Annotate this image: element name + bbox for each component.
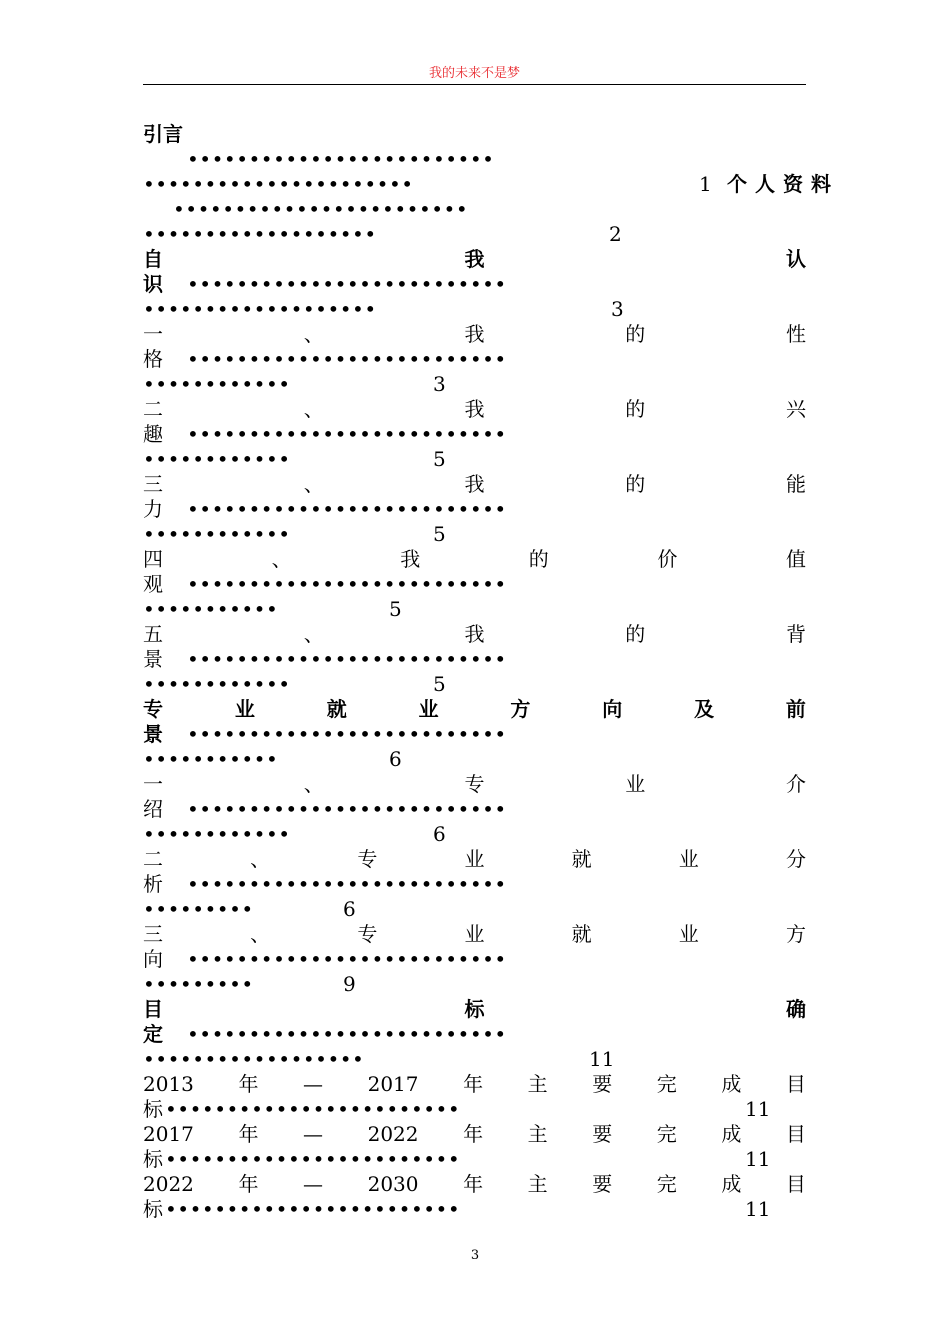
toc-title-char: 定 <box>143 1022 163 1046</box>
toc-leader-row <box>143 297 806 322</box>
toc-title-char: 前 <box>785 697 806 721</box>
toc-title-char: 景 <box>143 647 163 671</box>
toc-dot-leader: •••••••••••• <box>143 522 291 546</box>
page-number: 3 <box>470 1248 480 1263</box>
toc-title-char: 业 <box>234 697 255 721</box>
toc-dot-leader: •••••••••••••••••••••••••• <box>187 647 507 671</box>
toc-title-char: 、 <box>303 772 324 796</box>
toc-dot-leader: •••••••••••••••••••••••• <box>165 1197 461 1221</box>
toc-title-char: 目 <box>785 1072 806 1096</box>
toc-page-employment-analysis: 6 <box>343 897 356 921</box>
toc-title-char: 方 <box>510 697 531 721</box>
toc-page-profile: 2 <box>609 222 622 246</box>
toc-title-char: 标 <box>143 1097 163 1121</box>
toc-leader-row <box>143 497 806 522</box>
toc-leader-row <box>143 572 806 597</box>
toc-title-char: 业 <box>625 772 646 796</box>
toc-title-char: 观 <box>143 572 163 596</box>
toc-title-employment-analysis <box>143 847 806 872</box>
toc-title-char: 主 <box>527 1072 548 1096</box>
page-header <box>143 62 806 85</box>
toc-title-char: 能 <box>786 472 806 496</box>
toc-dot-leader: •••••••••••••••••••••••••• <box>187 797 507 821</box>
toc-title-char: 一 <box>143 772 163 796</box>
toc-title-char: 年 <box>463 1072 484 1096</box>
toc-leader-row <box>143 422 806 447</box>
toc-leader-row <box>143 972 806 997</box>
toc-title-char: 就 <box>571 847 592 871</box>
toc-title-profile: 个人资料 <box>727 172 839 196</box>
toc-dot-leader: •••••••••••••••••••••••• <box>173 197 469 221</box>
toc-title-char: 及 <box>694 697 715 721</box>
toc-dot-leader: •••••••••••••••••••••••••• <box>187 422 507 446</box>
toc-title-char: 业 <box>678 922 699 946</box>
toc-title-char: 价 <box>657 547 678 571</box>
header-title: 我的未来不是梦 <box>428 66 520 81</box>
toc-title-char: 标 <box>464 997 485 1021</box>
toc-leader-row <box>143 822 806 847</box>
toc-title-goals-2022-2030 <box>143 1172 806 1197</box>
toc-title-char: 就 <box>571 922 592 946</box>
toc-title-char: 方 <box>785 922 806 946</box>
toc-leader-row <box>143 222 806 247</box>
toc-title-major-intro <box>143 772 806 797</box>
toc-title-char: 业 <box>464 922 485 946</box>
toc-title-char: 2030 <box>367 1172 419 1196</box>
toc-title-char: 我 <box>464 472 485 496</box>
toc-title-char: 、 <box>250 922 271 946</box>
toc-entry-background[interactable] <box>143 622 806 647</box>
toc-dot-leader: •••••••••••••••••••••••••• <box>187 572 507 596</box>
toc-leader-row <box>143 172 839 197</box>
toc-title-char: 2017 <box>367 1072 419 1096</box>
toc-title-char: 2022 <box>367 1122 419 1146</box>
toc-title-char: 、 <box>250 847 271 871</box>
toc-dot-leader: •••••••••••• <box>143 822 291 846</box>
toc-entry-self-knowledge[interactable] <box>143 247 806 272</box>
toc-leader-row <box>143 272 806 297</box>
toc-title-personality <box>143 322 806 347</box>
toc-page-interests: 5 <box>433 447 446 471</box>
toc-entry-goals-2013-2017[interactable] <box>143 1072 806 1097</box>
toc-title-char: 我 <box>400 547 421 571</box>
toc-title-char: 认 <box>786 247 806 271</box>
toc-dot-leader: •••••••••••••••••••••••••• <box>187 872 507 896</box>
toc-title-background <box>143 622 806 647</box>
toc-title-char: 、 <box>303 472 324 496</box>
toc-page-goals-2022-2030: 11 <box>745 1197 771 1221</box>
toc-title-char: 我 <box>464 247 485 271</box>
toc-dot-leader: •••••••••••••••••••••••• <box>165 1097 461 1121</box>
toc-leader-row <box>143 597 806 622</box>
toc-title-major-prospects <box>143 697 806 722</box>
toc-title-char: 的 <box>528 547 549 571</box>
toc-page-employment-direction: 9 <box>343 972 356 996</box>
toc-title-char: 年 <box>463 1122 484 1146</box>
toc-title-char: 的 <box>625 397 646 421</box>
toc-title-char: 完 <box>656 1072 677 1096</box>
toc-entry-major-prospects[interactable] <box>143 697 806 722</box>
toc-title-char: 绍 <box>143 797 163 821</box>
toc-dot-leader: •••••••••••• <box>143 447 291 471</box>
toc-title-char: — <box>303 1122 324 1146</box>
toc-dot-leader: •••••••••••••••••••••••••• <box>187 497 507 521</box>
toc-page-goals-2013-2017: 11 <box>745 1097 771 1121</box>
toc-title-char: 背 <box>786 622 806 646</box>
toc-title-char: 我 <box>464 397 485 421</box>
toc-leader-row <box>143 872 806 897</box>
toc-entry-profile[interactable] <box>727 172 839 197</box>
toc-title-char: 就 <box>326 697 347 721</box>
toc-title-char: 自 <box>143 247 163 271</box>
toc-title-char: 景 <box>143 722 163 746</box>
toc-title-char: 析 <box>143 872 163 896</box>
toc-dot-leader: •••••••••••••••••••••• <box>143 172 414 196</box>
toc-entry-interests[interactable] <box>143 397 806 422</box>
toc-title-char: 一 <box>143 322 163 346</box>
toc-dot-leader: ••••••••••••••••••• <box>143 222 377 246</box>
toc-leader-row <box>143 1197 806 1222</box>
toc-dot-leader: •••••••••••••••••• <box>143 1047 365 1071</box>
toc-title-intro: 引言 <box>143 122 183 146</box>
toc-page-background: 5 <box>433 672 446 696</box>
toc-title-char: 四 <box>143 547 163 571</box>
toc-leader-row <box>143 897 806 922</box>
toc-title-char: — <box>303 1072 324 1096</box>
toc-title-char: 目 <box>143 997 163 1021</box>
toc-title-char: 主 <box>527 1172 548 1196</box>
toc-title-char: 2013 <box>143 1072 194 1096</box>
toc-title-char: 格 <box>143 347 163 371</box>
toc-page-major-intro: 6 <box>433 822 446 846</box>
toc-title-char: 值 <box>785 547 806 571</box>
toc-title-char: 目 <box>785 1172 806 1196</box>
toc-title-char: 五 <box>143 622 163 646</box>
toc-leader-row <box>143 447 806 472</box>
toc-dot-leader: ••••••••• <box>143 972 254 996</box>
toc-dot-leader: •••••••••••• <box>143 372 291 396</box>
toc-title-char: 、 <box>303 622 324 646</box>
toc-title-char: — <box>303 1172 324 1196</box>
toc-title-char: 力 <box>143 497 163 521</box>
toc-entry-abilities[interactable] <box>143 472 806 497</box>
toc-title-char: 的 <box>625 472 646 496</box>
toc-title-char: 标 <box>143 1197 163 1221</box>
toc-title-char: 、 <box>303 322 324 346</box>
toc-entry-goals-2017-2022[interactable] <box>143 1122 806 1147</box>
toc-title-char: 二 <box>143 847 163 871</box>
toc-page-major-prospects: 6 <box>389 747 402 771</box>
toc-page-goal-setting: 11 <box>589 1047 615 1071</box>
toc-title-char: 年 <box>238 1172 259 1196</box>
toc-title-char: 2022 <box>143 1172 194 1196</box>
toc-title-char: 确 <box>786 997 806 1021</box>
toc-title-char: 成 <box>721 1122 742 1146</box>
toc-title-char: 介 <box>786 772 806 796</box>
toc-title-char: 完 <box>656 1172 677 1196</box>
toc-title-char: 目 <box>785 1122 806 1146</box>
toc-title-char: 我 <box>464 322 485 346</box>
toc-title-char: 要 <box>592 1072 613 1096</box>
toc-entry-intro[interactable] <box>143 122 806 147</box>
toc-leader-row <box>143 1097 806 1122</box>
toc-title-values <box>143 547 806 572</box>
toc-entry-major-intro[interactable] <box>143 772 806 797</box>
toc-dot-leader: ••••••••••• <box>143 597 279 621</box>
toc-title-char: 要 <box>592 1122 613 1146</box>
toc-leader-row <box>143 347 806 372</box>
toc-page-intro: 1 <box>699 172 712 196</box>
toc-title-char: 要 <box>592 1172 613 1196</box>
toc-title-char: 趣 <box>143 422 163 446</box>
toc-title-employment-direction <box>143 922 806 947</box>
toc-title-char: 、 <box>303 397 324 421</box>
toc-leader-row <box>143 647 806 672</box>
toc-title-char: 专 <box>357 922 378 946</box>
toc-page-values: 5 <box>389 597 402 621</box>
toc-dot-leader: •••••••••••••••••••••••••• <box>187 947 507 971</box>
toc-page-personality: 3 <box>433 372 446 396</box>
toc-dot-leader: ••••••••• <box>143 897 254 921</box>
toc-title-interests <box>143 397 806 422</box>
toc-page-goals-2017-2022: 11 <box>745 1147 771 1171</box>
toc-leader-row <box>143 147 806 172</box>
toc-dot-leader: •••••••••••••••••••••••••• <box>187 1022 507 1046</box>
toc-entry-employment-direction[interactable] <box>143 922 806 947</box>
toc-leader-row <box>143 522 806 547</box>
toc-title-goal-setting <box>143 997 806 1022</box>
toc-title-char: 三 <box>143 922 163 946</box>
toc-title-char: 专 <box>464 772 485 796</box>
toc-entry-values[interactable] <box>143 547 806 572</box>
toc-title-char: 向 <box>602 697 623 721</box>
toc-leader-row <box>143 1022 806 1047</box>
toc-dot-leader: •••••••••••••••••••••••••• <box>187 347 507 371</box>
toc-title-char: 兴 <box>786 397 806 421</box>
toc-dot-leader: •••••••••••• <box>143 672 291 696</box>
toc-page-abilities: 5 <box>433 522 446 546</box>
toc-title-char: 业 <box>418 697 439 721</box>
toc-title-char: 业 <box>464 847 485 871</box>
toc-leader-row <box>143 672 806 697</box>
toc-page-self-knowledge: 3 <box>611 297 624 321</box>
toc-title-char: 年 <box>238 1072 259 1096</box>
toc-dot-leader: •••••••••••••••••••••••• <box>165 1147 461 1171</box>
toc-title-char: 我 <box>464 622 485 646</box>
toc-title-char: 三 <box>143 472 163 496</box>
toc-title-char: 专 <box>143 697 163 721</box>
toc-title-char: 专 <box>357 847 378 871</box>
toc-leader-row <box>143 722 806 747</box>
toc-title-char: 成 <box>721 1072 742 1096</box>
toc-title-char: 向 <box>143 947 163 971</box>
toc-title-char: 完 <box>656 1122 677 1146</box>
toc-dot-leader: ••••••••••••••••••• <box>143 297 377 321</box>
toc-title-char: 的 <box>625 622 646 646</box>
toc-entry-personality[interactable] <box>143 322 806 347</box>
toc-leader-row <box>143 947 806 972</box>
toc-title-char: 分 <box>785 847 806 871</box>
toc-title-char: 主 <box>527 1122 548 1146</box>
toc-title-char: 年 <box>238 1122 259 1146</box>
toc-title-char: 2017 <box>143 1122 194 1146</box>
toc-leader-row <box>143 372 806 397</box>
toc-title-char: 年 <box>463 1172 484 1196</box>
toc-dot-leader: ••••••••••••••••••••••••• <box>187 147 495 171</box>
toc-title-char: 性 <box>786 322 806 346</box>
toc-title-char: 、 <box>271 547 292 571</box>
toc-title-char: 的 <box>625 322 646 346</box>
toc-title-goals-2013-2017 <box>143 1072 806 1097</box>
toc-leader-row <box>143 1147 806 1172</box>
toc-title-self-knowledge <box>143 247 806 272</box>
toc-dot-leader: •••••••••••••••••••••••••• <box>187 272 507 296</box>
table-of-contents <box>143 122 839 1222</box>
toc-title-char: 业 <box>678 847 699 871</box>
toc-title-abilities <box>143 472 806 497</box>
toc-entry-goals-2022-2030[interactable] <box>143 1172 806 1197</box>
toc-dot-leader: •••••••••••••••••••••••••• <box>187 722 507 746</box>
toc-title-goals-2017-2022 <box>143 1122 806 1147</box>
toc-title-char: 二 <box>143 397 163 421</box>
toc-title-char: 识 <box>143 272 163 296</box>
toc-leader-row <box>143 1047 806 1072</box>
toc-title-char: 标 <box>143 1147 163 1171</box>
toc-leader-row <box>143 197 806 222</box>
toc-leader-row <box>143 747 806 772</box>
toc-entry-goal-setting[interactable] <box>143 997 806 1022</box>
toc-entry-employment-analysis[interactable] <box>143 847 806 872</box>
toc-dot-leader: ••••••••••• <box>143 747 279 771</box>
toc-title-char: 成 <box>721 1172 742 1196</box>
toc-leader-row <box>143 797 806 822</box>
